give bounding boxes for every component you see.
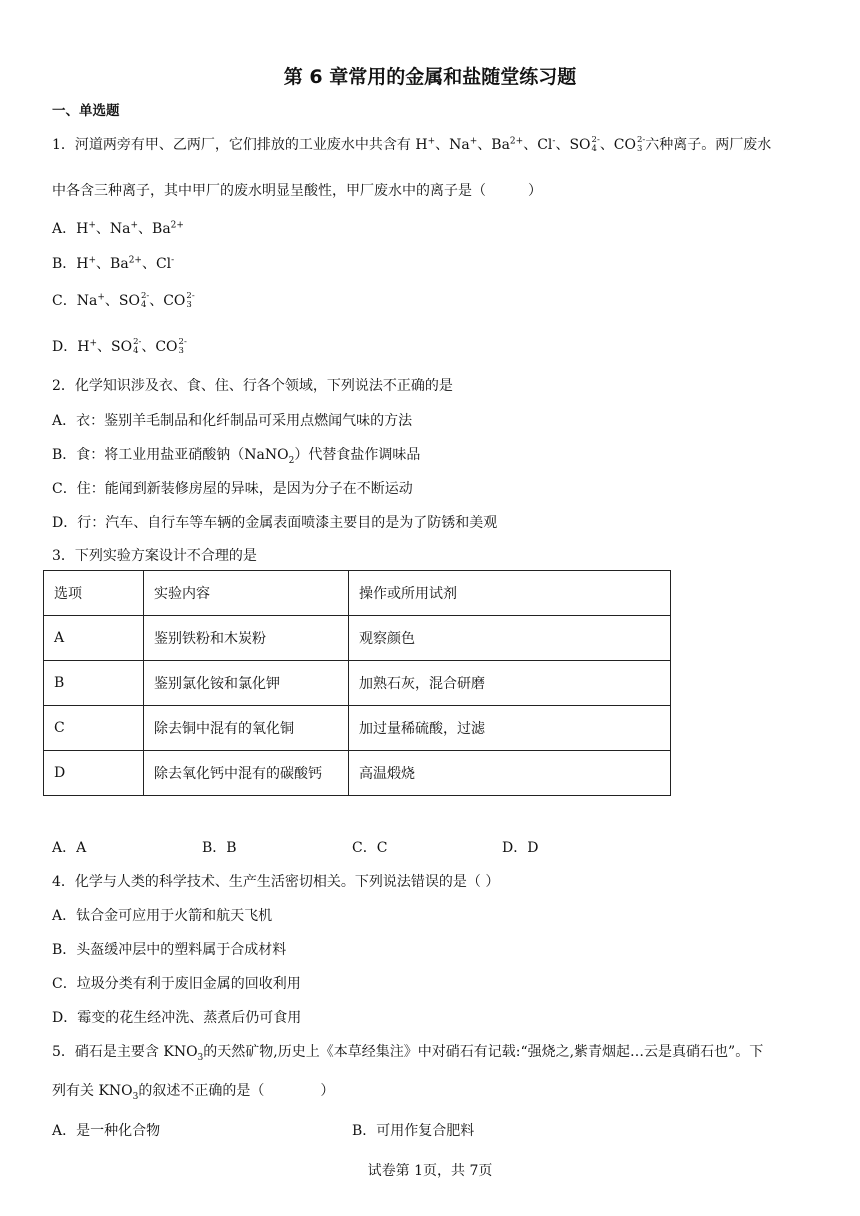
- table-cell: 观察颜色: [349, 616, 671, 661]
- question-5-line-1: 5．硝石是主要含 $KNO_3$的天然矿物,历史上《本草经集注》中对硝石有记载:“强烧之,紫青烟起…云是真硝石也”。下: [52, 1044, 764, 1063]
- table-cell: C: [44, 706, 144, 751]
- table-row: [44, 661, 671, 706]
- question-4-option-c: C．垃圾分类有利于废旧金属的回收利用: [52, 976, 301, 992]
- table-header-cell: 实验内容: [144, 571, 349, 616]
- question-5-option-a: A．是一种化合物: [52, 1123, 161, 1139]
- question-3-option-b: B．B: [202, 840, 237, 856]
- table-header-cell: 操作或所用试剂: [349, 571, 671, 616]
- table-cell: 除去氧化钙中混有的碳酸钙: [144, 751, 349, 796]
- question-3-option-d: D．D: [502, 840, 539, 856]
- table-cell: 高温煅烧: [349, 751, 671, 796]
- question-2-stem: 2．化学知识涉及衣、食、住、行各个领域，下列说法不正确的是: [52, 378, 453, 394]
- table-cell: 鉴别铁粉和木炭粉: [144, 616, 349, 661]
- question-2-option-b: B．食：将工业用盐亚硝酸钠（NaNO$_2$）代替食盐作调味品: [52, 447, 421, 466]
- question-2-option-c: C．住：能闻到新装修房屋的异味，是因为分子在不断运动: [52, 481, 413, 497]
- question-2-option-a: A．衣：鉴别羊毛制品和化纤制品可采用点燃闻气味的方法: [52, 413, 413, 429]
- table-cell: 鉴别氯化铵和氯化钾: [144, 661, 349, 706]
- question-1-option-d: D．H+、SO 2- 4 、CO 2- 3: [52, 337, 187, 356]
- question-3-stem: 3．下列实验方案设计不合理的是: [52, 548, 257, 564]
- question-1-line-2: 中各含三种离子，其中甲厂的废水明显呈酸性，甲厂废水中的离子是（ ）: [52, 183, 542, 199]
- table-cell: 加熟石灰，混合研磨: [349, 661, 671, 706]
- table-cell: 除去铜中混有的氧化铜: [144, 706, 349, 751]
- question-1-option-c: C．Na+、SO 2- 4 、CO 2- 3: [52, 291, 195, 310]
- question-3-option-a: A．A: [52, 840, 87, 856]
- question-3-option-c: C．C: [352, 840, 388, 856]
- question-5-option-b: B．可用作复合肥料: [352, 1123, 475, 1139]
- experiment-table: [43, 570, 671, 796]
- question-1-option-b: B．H+、$Ba^{2+}$、Cl-: [52, 255, 175, 272]
- question-4-option-a: A．钛合金可应用于火箭和航天飞机: [52, 908, 273, 924]
- question-1-option-a: A．H+、Na+、$Ba^{2+}$: [52, 220, 184, 237]
- question-4-option-b: B．头盔缓冲层中的塑料属于合成材料: [52, 942, 287, 958]
- section-heading: 一、单选题: [52, 103, 120, 119]
- table-row: [44, 706, 671, 751]
- question-2-option-d: D．行：汽车、自行车等车辆的金属表面喷漆主要目的是为了防锈和美观: [52, 515, 498, 531]
- table-cell: 加过量稀硫酸，过滤: [349, 706, 671, 751]
- table-row: [44, 616, 671, 661]
- question-4-stem: 4．化学与人类的科学技术、生产生活密切相关。下列说法错误的是（ ）: [52, 874, 500, 890]
- question-4-option-d: D．霉变的花生经冲洗、蒸煮后仍可食用: [52, 1010, 302, 1026]
- table-header-cell: 选项: [44, 571, 144, 616]
- table-header-row: [44, 571, 671, 616]
- question-1-line-1: 1．河道两旁有甲、乙两厂，它们排放的工业废水中共含有 H+、Na+、$Ba^{2+}$、Cl-、SO 2- 4 、CO 2- 3 六种离子。两厂废水: [52, 135, 772, 154]
- table-cell: B: [44, 661, 144, 706]
- page-title: 第 6 章常用的金属和盐随堂练习题: [283, 66, 577, 88]
- carbonate-charge: 2- 3: [637, 135, 646, 154]
- page-footer: 试卷第 1页，共 7页: [367, 1163, 493, 1179]
- table-row: [44, 751, 671, 796]
- sulfate-charge: 2- 4: [591, 135, 600, 154]
- table-cell: A: [44, 616, 144, 661]
- question-5-line-2: 列有关 $KNO_3$的叙述不正确的是（ ）: [52, 1083, 335, 1102]
- table-cell: D: [44, 751, 144, 796]
